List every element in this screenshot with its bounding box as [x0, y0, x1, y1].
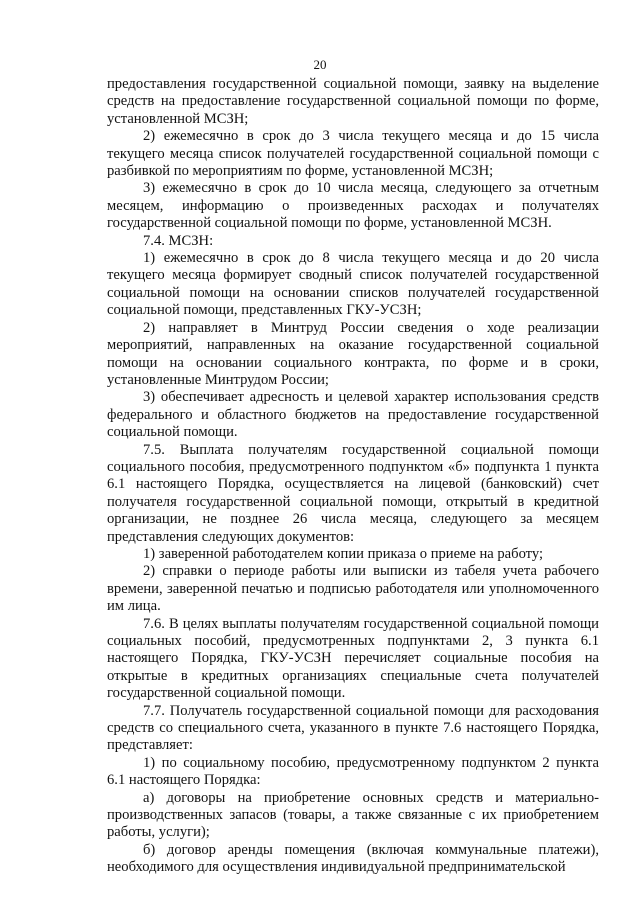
section-heading-7-4: 7.4. МСЗН:	[143, 232, 214, 249]
page-number: 20	[313, 57, 327, 72]
document-body	[107, 76, 599, 877]
paragraph-7-5-item-1: 1) заверенной работодателем копии приказа о приеме на работу;	[143, 545, 544, 562]
paragraph-7-4-item-1: 1) ежемесячно в срок до 8 числа текущего месяца и до 20 числа текущего месяца формирует сводный список получателей государственной социальной помощи на основании списков получателей государственной социальной помощи, представленных ГКУ-УСЗН;	[107, 250, 599, 319]
paragraph-7-5-item-2: 2) справки о периоде работы или выписки из табеля учета рабочего времени, заверенной печатью и подписью работодателя или уполномоченного им лица.	[107, 563, 599, 615]
paragraph-7-4-item-2: 2) направляет в Минтруд России сведения о ходе реализации мероприятий, направленных на оказание государственной социальной помощи на основании социального контракта, по форме и в сроки, установленные Минтрудом России;	[107, 319, 599, 388]
paragraph-7-6: 7.6. В целях выплаты получателям государственной социальной помощи социальных пособий, предусмотренных подпунктами 2, 3 пункта 6.1 настоящего Порядка, ГКУ-УСЗН перечисляет социальные пособия на открытые в кредитных организациях специальные счета получателей государственной социальной помощи.	[107, 615, 599, 702]
paragraph-7-7-item-a: а) договоры на приобретение основных средств и материально-производственных запасов (товары, а также связанные с их приобретением работы, услуги);	[107, 789, 599, 841]
paragraph-item-2: 2) ежемесячно в срок до 3 числа текущего месяца и до 15 числа текущего месяца список получателей государственной социальной помощи с разбивкой по мероприятиям по форме, установленной МСЗН;	[107, 128, 599, 180]
paragraph-continuation: предоставления государственной социальной помощи, заявку на выделение средств на предоставление государственной социальной помощи по форме, установленной МСЗН;	[107, 76, 599, 127]
paragraph-item-3: 3) ежемесячно в срок до 10 числа месяца, следующего за отчетным месяцем, информацию о произведенных расходах и получателях государственной социальной помощи по форме, установленной МСЗН.	[107, 180, 599, 232]
paragraph-7-5: 7.5. Выплата получателям государственной социальной помощи социального пособия, предусмотренного подпунктом «б» подпункта 1 пункта 6.1 настоящего Порядка, осуществляется на лицевой (банковский) счет получателя государственной социальной помощи, открытый в кредитной организации, не позднее 26 числа месяца, следующего за месяцем представления следующих документов:	[107, 441, 599, 545]
paragraph-7-7-item-b: б) договор аренды помещения (включая коммунальные платежи), необходимого для осуществления индивидуальной предпринимательской	[107, 841, 599, 876]
paragraph-7-7-item-1: 1) по социальному пособию, предусмотренному подпунктом 2 пункта 6.1 настоящего Порядка:	[107, 754, 599, 789]
paragraph-7-7: 7.7. Получатель государственной социальной помощи для расходования средств со специального счета, указанного в пункте 7.6 настоящего Порядка, представляет:	[107, 702, 599, 754]
paragraph-7-4-item-3: 3) обеспечивает адресность и целевой характер использования средств федерального и областного бюджетов на предоставление государственной социальной помощи.	[107, 389, 599, 441]
